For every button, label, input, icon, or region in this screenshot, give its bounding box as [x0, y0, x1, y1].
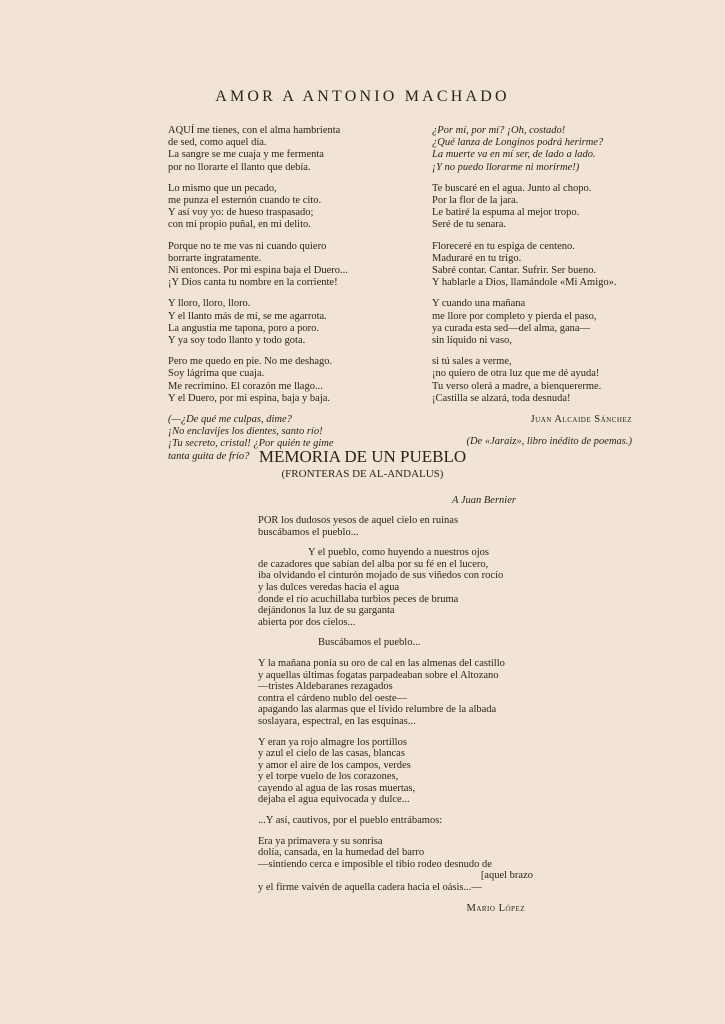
- verse-line: ¡Castilla se alzará, toda desnuda!: [432, 392, 571, 404]
- verse-line: dejándonos la luz de su garganta: [258, 605, 395, 617]
- verse-line: POR los dudosos yesos de aquel cielo en ruinas: [258, 515, 459, 526]
- verse-line: Maduraré en tu trigo.: [432, 252, 522, 264]
- verse-line: —sintiendo cerca e imposible el tibio rodeo desnudo de: [258, 858, 492, 870]
- verse-line: Y hablarle a Dios, llamándole «Mi Amigo».: [432, 277, 617, 289]
- verse-line: La angustia me tapona, poro a poro.: [168, 322, 320, 334]
- verse-line: Buscábamos el pueblo...: [318, 637, 421, 649]
- stanza: [258, 836, 533, 894]
- verse-line: Le batiré la espuma al mejor tropo.: [432, 207, 580, 219]
- verse-line: tanta guita de frío?: [168, 450, 250, 462]
- verse-line: Y lloro, lloro, lloro.: [168, 298, 251, 310]
- verse-line: Y la mañana ponía su oro de cal en las almenas del castillo: [258, 657, 505, 669]
- verse-line: Seré de tu senara.: [432, 219, 507, 231]
- verse-line: contra el cárdeno nublo del oeste—: [258, 692, 407, 704]
- verse-line: de sed, como aquel día.: [168, 137, 267, 149]
- verse-line: ...Y así, cautivos, por el pueblo entrábamos:: [258, 815, 443, 827]
- verse-line: y las dulces veredas hacia el agua: [258, 581, 400, 593]
- stanza: [168, 241, 398, 290]
- verse-line: ¿Qué lanza de Longinos podrá herirme?: [432, 137, 604, 149]
- verse-line: ¡no quiero de otra luz que me dé ayuda!: [432, 368, 600, 380]
- verse-line: sin líquido ni vaso,: [432, 335, 512, 347]
- poem2-body: [258, 515, 533, 914]
- verse-line: Ni entonces. Por mi espina baja el Duero...: [168, 265, 348, 277]
- stanza: [258, 658, 533, 728]
- verse-line: y amor el aire de los campos, verdes: [258, 759, 411, 771]
- poem2-dedication: A Juan Bernier: [452, 495, 516, 506]
- verse-line: Y el Duero, por mi espina, baja y baja.: [168, 392, 331, 404]
- verse-line: AQUÍ me tienes, con el alma hambrienta: [168, 125, 341, 136]
- stanza: [432, 241, 632, 290]
- verse-line: por no llorarte el llanto que debía.: [168, 161, 311, 173]
- verse-line: Era ya primavera y su sonrisa: [258, 835, 383, 847]
- verse-line: abierta por dos cielos...: [258, 616, 356, 628]
- verse-line: Lo mismo que un pecado,: [168, 182, 277, 194]
- stanza: [258, 737, 533, 807]
- verse-line: apagando las alarmas que el lívido relumbre de la albada: [258, 704, 497, 716]
- verse-line: dejaba el agua equivocada y dulce...: [258, 794, 410, 806]
- verse-line: ya curada esta sed—del alma, gana—: [432, 322, 591, 334]
- stanza: [258, 547, 533, 628]
- verse-line: Sabré contar. Cantar. Sufrir. Ser bueno.: [432, 265, 597, 277]
- poem1-left-column: [168, 125, 398, 472]
- verse-line: buscábamos el pueblo...: [258, 526, 359, 538]
- verse-line: Me recrimino. El corazón me llago...: [168, 380, 323, 392]
- verse-line: (—¿De qué me culpas, dime?: [168, 414, 292, 426]
- verse-line: Y el llanto más de mí, se me agarrota.: [168, 310, 327, 322]
- stanza: [258, 815, 533, 827]
- stanza: [258, 637, 533, 649]
- verse-line: ¡Tu secreto, cristal! ¿Por quién te gime: [168, 438, 334, 450]
- verse-line: ¡Y no puedo llorarme ni morirme!): [432, 161, 580, 173]
- verse-line: y aquellas últimas fogatas parpadeaban sobre el Altozano: [258, 669, 499, 681]
- poem1-source: (De «Jaraiz», libro inédito de poemas.): [466, 436, 632, 448]
- verse-line: Soy lágrima que cuaja.: [168, 368, 265, 380]
- poem1-author: Juan Alcaide Sánchez: [530, 414, 632, 426]
- poem2-title: MEMORIA DE UN PUEBLO: [258, 447, 467, 466]
- stanza: [168, 298, 398, 347]
- verse-line-continuation: [aquel brazo: [480, 870, 533, 882]
- verse-line: y el torpe vuelo de los corazones,: [258, 771, 399, 783]
- verse-line: Pero me quedo en pie. No me deshago.: [168, 356, 333, 368]
- verse-line: iba olvidando el cinturón mojado de sus viñedos con rocío: [258, 570, 504, 582]
- verse-line: Por la flor de la jara.: [432, 195, 519, 207]
- poem2-author: Mario López: [466, 902, 525, 914]
- verse-line: donde el río acuchillaba turbios peces de bruma: [258, 593, 459, 605]
- verse-line: Y eran ya rojo almagre los portillos: [258, 736, 407, 748]
- stanza: [168, 125, 398, 174]
- verse-line: y el firme vaivén de aquella cadera hacia el oásis...—: [258, 882, 482, 894]
- verse-line: Y así voy yo: de hueso traspasado;: [168, 207, 314, 219]
- verse-line: Porque no te me vas ni cuando quiero: [168, 240, 327, 252]
- verse-line: ¿Por mí, por mí? ¡Oh, costado!: [432, 125, 566, 136]
- poem1-title: AMOR A ANTONIO MACHADO: [215, 88, 510, 105]
- stanza: [432, 183, 632, 232]
- verse-line: y azul el cielo de las casas, blancas: [258, 748, 405, 760]
- poem1-right-column: [432, 125, 632, 448]
- stanza: [168, 183, 398, 232]
- stanza: [258, 515, 533, 538]
- verse-line: cayendo al agua de las rosas muertas,: [258, 782, 416, 794]
- verse-line: Floreceré en tu espiga de centeno.: [432, 240, 575, 252]
- verse-line: Y ya soy todo llanto y todo gota.: [168, 335, 306, 347]
- verse-line: dolía, cansada, en la humedad del barro: [258, 847, 425, 859]
- poem2-subtitle: (FRONTERAS DE AL-ANDALUS): [281, 468, 444, 480]
- verse-line: Y el pueblo, como huyendo a nuestros ojos: [308, 547, 489, 559]
- stanza: [168, 356, 398, 405]
- verse-line: si tú sales a verme,: [432, 356, 512, 368]
- verse-line: La muerte va en mí ser, de lado a lado.: [432, 149, 596, 161]
- stanza: [432, 125, 632, 174]
- verse-line: de cazadores que sabían del alba por su fé en el lucero,: [258, 558, 489, 570]
- verse-line: Tu verso olerá a madre, a bienquererme.: [432, 380, 602, 392]
- stanza: [432, 356, 632, 405]
- verse-line: me punza el esternón cuando te cito.: [168, 195, 322, 207]
- stanza: [432, 298, 632, 347]
- verse-line: soslayara, espectral, en las esquinas...: [258, 715, 416, 727]
- verse-line: —tristes Aldebaranes rezagados: [258, 681, 393, 693]
- verse-line: Te buscaré en el agua. Junto al chopo.: [432, 182, 592, 194]
- verse-line: La sangre se me cuaja y me fermenta: [168, 149, 324, 161]
- verse-line: con mi propio puñal, en mi delito.: [168, 219, 311, 231]
- verse-line: borrarte ingratamente.: [168, 252, 262, 264]
- verse-line: ¡No enclavijes los dientes, santo río!: [168, 426, 323, 438]
- verse-line: Y cuando una mañana: [432, 298, 526, 310]
- verse-line: me llore por completo y pierda el paso,: [432, 310, 597, 322]
- verse-line: ¡Y Dios canta tu nombre en la corriente!: [168, 277, 338, 289]
